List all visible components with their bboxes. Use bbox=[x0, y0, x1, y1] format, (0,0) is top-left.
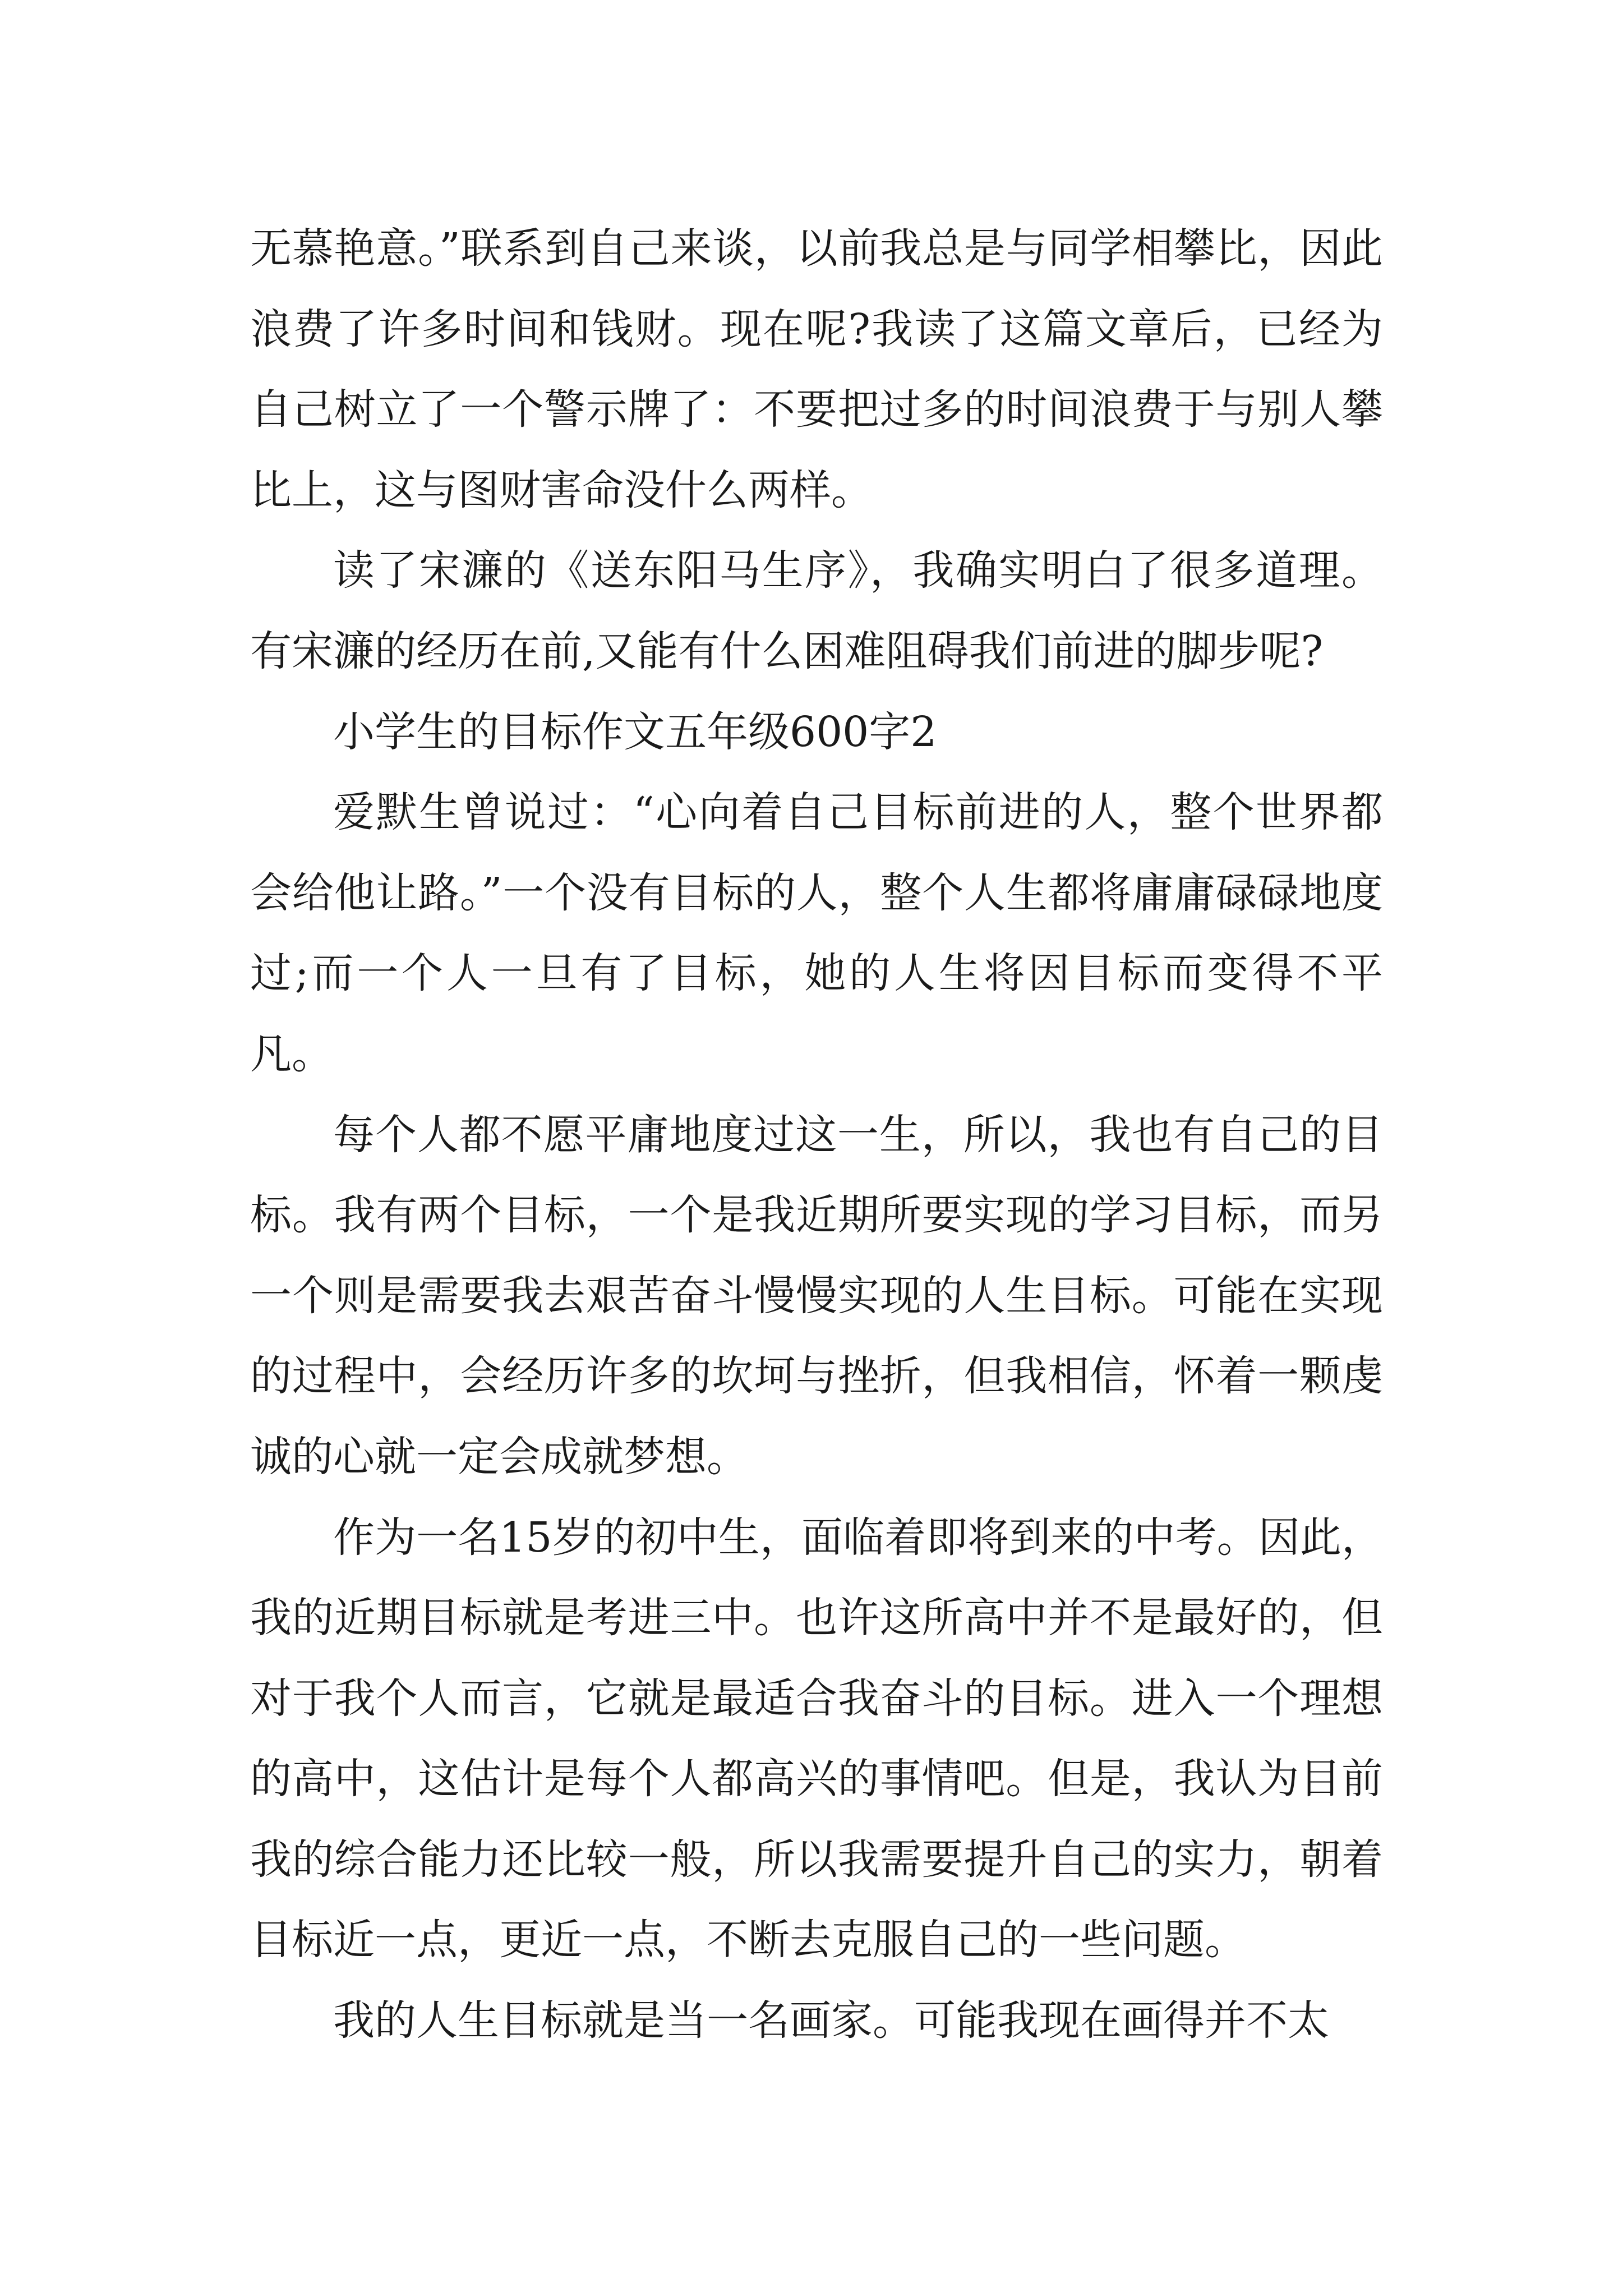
paragraph: 作为一名15岁的初中生，面临着即将到来的中考。因此，我的近期目标就是考进三中。也许这所高中并不是最好的，但对于我个人而言，它就是最适合我奋斗的目标。进入一个理想的高中，这估计是每个人都高兴的事情吧。但是，我认为目前我的综合能力还比较一般，所以我需要提升自己的实力，朝着目标近一点，更近一点，不断去克服自己的一些问题。 bbox=[250, 1513, 1383, 1964]
paragraph: 每个人都不愿平庸地度过这一生，所以，我也有自己的目标。我有两个目标，一个是我近期所要实现的学习目标，而另一个则是需要我去艰苦奋斗慢慢实现的人生目标。可能在实现的过程中，会经历许多的坎坷与挫折，但我相信，怀着一颗虔诚的心就一定会成就梦想。 bbox=[250, 1110, 1383, 1481]
essay-heading: 小学生的目标作文五年级600字2 bbox=[333, 707, 937, 756]
paragraph-continued: 无慕艳意。”联系到自己来谈，以前我总是与同学相攀比，因此浪费了许多时间和钱财。现在呢?我读了这篇文章后，已经为自己树立了一个警示牌了：不要把过多的时间浪费于与别人攀比上，这与图财害命没什么两样。 bbox=[250, 224, 1383, 514]
paragraph: 爱默生曾说过：“心向着自己目标前进的人，整个世界都会给他让路。”一个没有目标的人，整个人生都将庸庸碌碌地度过;而一个人一旦有了目标，她的人生将因目标而变得不平凡。 bbox=[250, 788, 1383, 1078]
document-body bbox=[250, 209, 1383, 2062]
paragraph: 我的人生目标就是当一名画家。可能我现在画得并不太 bbox=[333, 1996, 1329, 2045]
paragraph: 读了宋濂的《送东阳马生序》，我确实明白了很多道理。有宋濂的经历在前,又能有什么困难阻碍我们前进的脚步呢? bbox=[250, 546, 1383, 675]
